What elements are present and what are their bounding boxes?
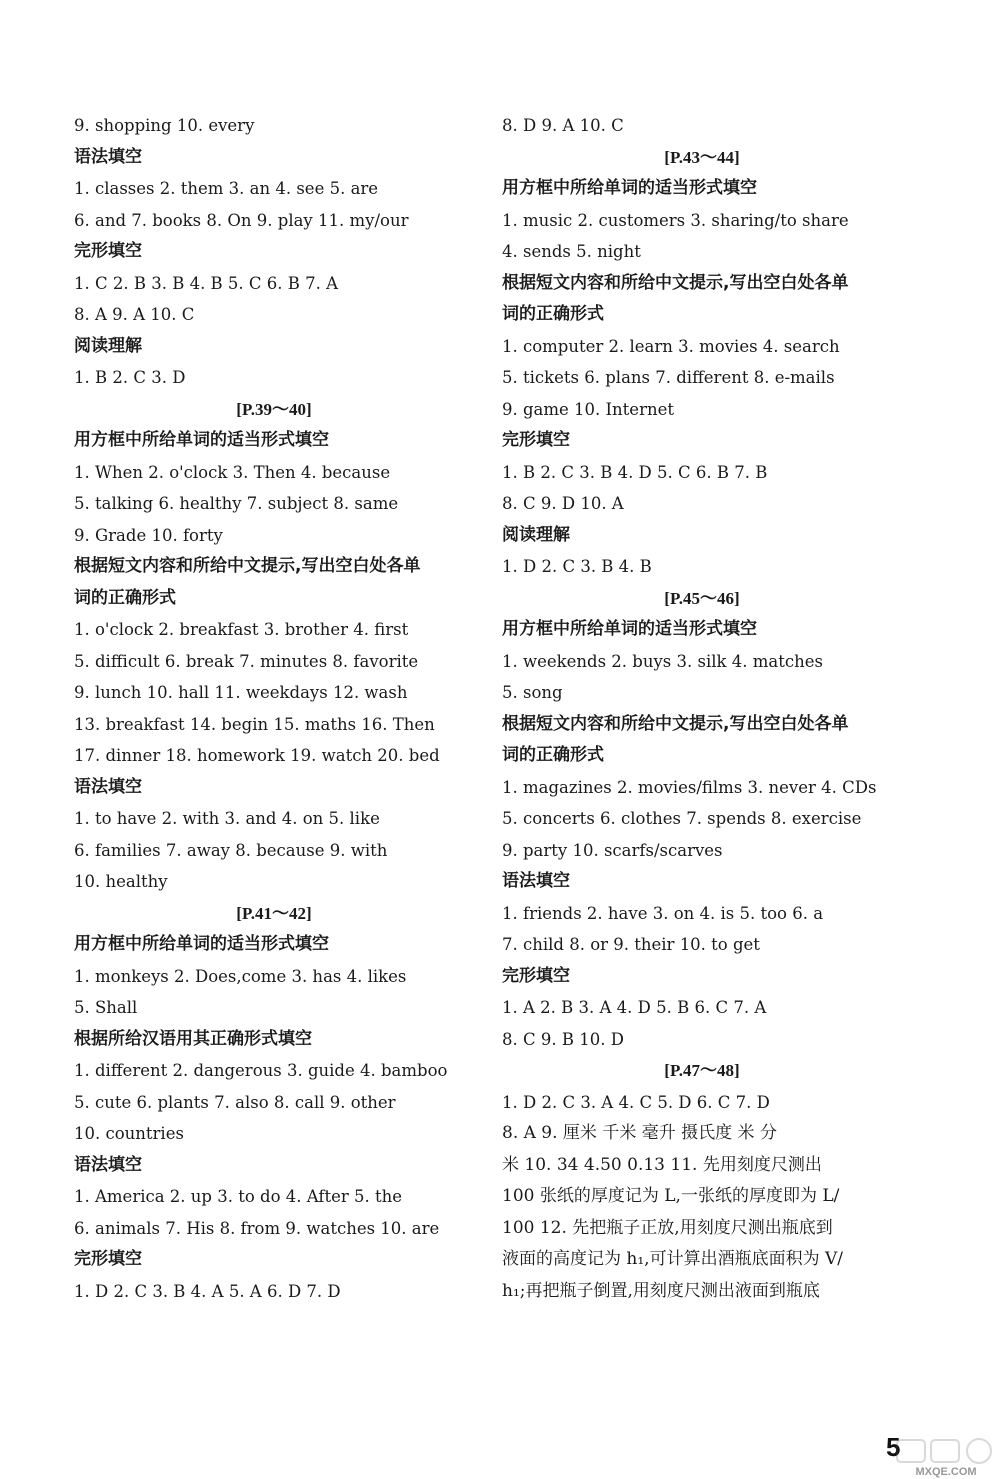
section-heading: 词的正确形式 — [502, 745, 604, 765]
section-heading: 语法填空 — [502, 871, 570, 891]
answer-line: 6. and 7. books 8. On 9. play 11. my/our — [74, 210, 409, 230]
section-heading: 根据短文内容和所给中文提示,写出空白处各单 — [74, 556, 421, 576]
section-heading: 完形填空 — [502, 965, 570, 986]
answer-line: 1. classes 2. them 3. an 4. see 5. are — [74, 179, 379, 198]
page-number: 5 — [886, 1432, 901, 1462]
section-heading: 语法填空 — [74, 776, 142, 797]
section-heading: 用方框中所给单词的适当形式填空 — [502, 178, 757, 198]
page-range-label: [P.41～42] — [236, 903, 312, 923]
answer-line: 7. child 8. or 9. their 10. to get — [502, 935, 760, 954]
answer-line: 5. concerts 6. clothes 7. spends 8. exercise — [502, 809, 862, 828]
answer-line: 8. A 9. A 10. C — [74, 305, 195, 324]
answer-line: 5. Shall — [74, 998, 138, 1017]
answer-line: 1. different 2. dangerous 3. guide 4. bamboo — [74, 1061, 448, 1080]
answer-line: 9. lunch 10. hall 11. weekdays 12. wash — [74, 683, 408, 702]
page-range-label: [P.43～44] — [664, 147, 740, 167]
answer-text: 米 10. 34 4.50 0.13 11. 先用刻度尺测出 — [502, 1154, 822, 1175]
answer-line: 5. song — [502, 683, 563, 702]
answer-line: 1. monkeys 2. Does,come 3. has 4. likes — [74, 966, 407, 986]
section-heading: 根据所给汉语用其正确形式填空 — [74, 1028, 312, 1049]
answer-line: 9. shopping 10. every — [74, 116, 255, 135]
answer-line: 13. breakfast 14. begin 15. maths 16. Then — [74, 714, 435, 734]
answer-line: 8. C 9. D 10. A — [502, 494, 624, 513]
answer-line: 9. game 10. Internet — [502, 399, 674, 419]
answer-line: 1. C 2. B 3. B 4. B 5. C 6. B 7. A — [74, 273, 339, 293]
answer-text: 100 张纸的厚度记为 L,一张纸的厚度即为 L/ — [502, 1186, 840, 1206]
section-heading: 用方框中所给单词的适当形式填空 — [502, 619, 757, 639]
right-answer-column — [502, 110, 902, 1307]
section-heading: 根据短文内容和所给中文提示,写出空白处各单 — [502, 713, 849, 734]
page-range-label: [P.39～40] — [236, 399, 312, 419]
answer-line: 4. sends 5. night — [502, 242, 641, 261]
section-heading: 用方框中所给单词的适当形式填空 — [74, 430, 329, 450]
section-heading: 语法填空 — [74, 146, 142, 167]
answer-line: 5. difficult 6. break 7. minutes 8. favorite — [74, 651, 419, 671]
answer-line: 1. weekends 2. buys 3. silk 4. matches — [502, 651, 823, 671]
section-heading: 完形填空 — [74, 241, 142, 261]
answer-line: 1. A 2. B 3. A 4. D 5. B 6. C 7. A — [502, 998, 767, 1017]
section-heading: 完形填空 — [502, 430, 570, 450]
section-heading: 根据短文内容和所给中文提示,写出空白处各单 — [502, 272, 849, 293]
answer-text: h₁;再把瓶子倒置,用刻度尺测出液面到瓶底 — [502, 1280, 820, 1301]
answer-line: 5. talking 6. healthy 7. subject 8. same — [74, 494, 399, 513]
left-answer-column — [74, 110, 474, 1307]
answer-text: 100 12. 先把瓶子正放,用刻度尺测出瓶底到 — [502, 1217, 833, 1238]
answer-line: 17. dinner 18. homework 19. watch 20. bed — [74, 746, 440, 765]
answer-line: 9. Grade 10. forty — [74, 525, 223, 545]
answer-line: 1. America 2. up 3. to do 4. After 5. the — [74, 1187, 403, 1206]
answer-line: 8. D 9. A 10. C — [502, 116, 624, 135]
watermark-logo — [893, 1438, 1000, 1479]
answer-line: 1. D 2. C 3. A 4. C 5. D 6. C 7. D — [502, 1092, 770, 1112]
watermark-url: MXQE.COM — [915, 1466, 977, 1478]
section-heading: 阅读理解 — [74, 335, 142, 356]
answer-line: 1. music 2. customers 3. sharing/to share — [502, 210, 849, 230]
answer-line: 5. cute 6. plants 7. also 8. call 9. other — [74, 1092, 396, 1112]
answer-line: 10. healthy — [74, 872, 168, 891]
answer-line: 1. D 2. C 3. B 4. A 5. A 6. D 7. D — [74, 1281, 341, 1301]
answer-text: 8. A 9. 厘米 千米 毫升 摄氏度 米 分 — [502, 1123, 777, 1143]
answer-line: 1. D 2. C 3. B 4. B — [502, 557, 652, 576]
answer-line: 9. party 10. scarfs/scarves — [502, 840, 723, 860]
section-heading: 语法填空 — [74, 1154, 142, 1175]
answer-line: 1. o'clock 2. breakfast 3. brother 4. first — [74, 620, 409, 639]
page-range-label: [P.45～46] — [664, 588, 740, 608]
section-heading: 用方框中所给单词的适当形式填空 — [74, 934, 329, 954]
section-heading: 词的正确形式 — [74, 587, 176, 608]
answer-line: 1. B 2. C 3. D — [74, 368, 186, 387]
section-heading: 阅读理解 — [502, 524, 570, 545]
section-heading: 词的正确形式 — [502, 304, 604, 324]
answer-line: 1. magazines 2. movies/films 3. never 4. CDs — [502, 777, 877, 797]
answer-line: 6. families 7. away 8. because 9. with — [74, 840, 388, 860]
answer-line: 8. C 9. B 10. D — [502, 1029, 624, 1049]
answer-line: 10. countries — [74, 1124, 184, 1143]
page-range-label: [P.47～48] — [664, 1061, 740, 1080]
answer-line: 1. When 2. o'clock 3. Then 4. because — [74, 462, 391, 482]
answer-line: 6. animals 7. His 8. from 9. watches 10. are — [74, 1218, 440, 1238]
answer-line: 1. friends 2. have 3. on 4. is 5. too 6. a — [502, 903, 824, 923]
answer-line: 1. to have 2. with 3. and 4. on 5. like — [74, 809, 380, 828]
answer-text: 液面的高度记为 h₁,可计算出酒瓶底面积为 V/ — [502, 1249, 843, 1269]
answer-line: 1. computer 2. learn 3. movies 4. search — [502, 336, 840, 356]
section-heading: 完形填空 — [74, 1249, 142, 1269]
answer-line: 1. B 2. C 3. B 4. D 5. C 6. B 7. B — [502, 462, 768, 482]
answer-line: 5. tickets 6. plans 7. different 8. e-mails — [502, 368, 835, 387]
